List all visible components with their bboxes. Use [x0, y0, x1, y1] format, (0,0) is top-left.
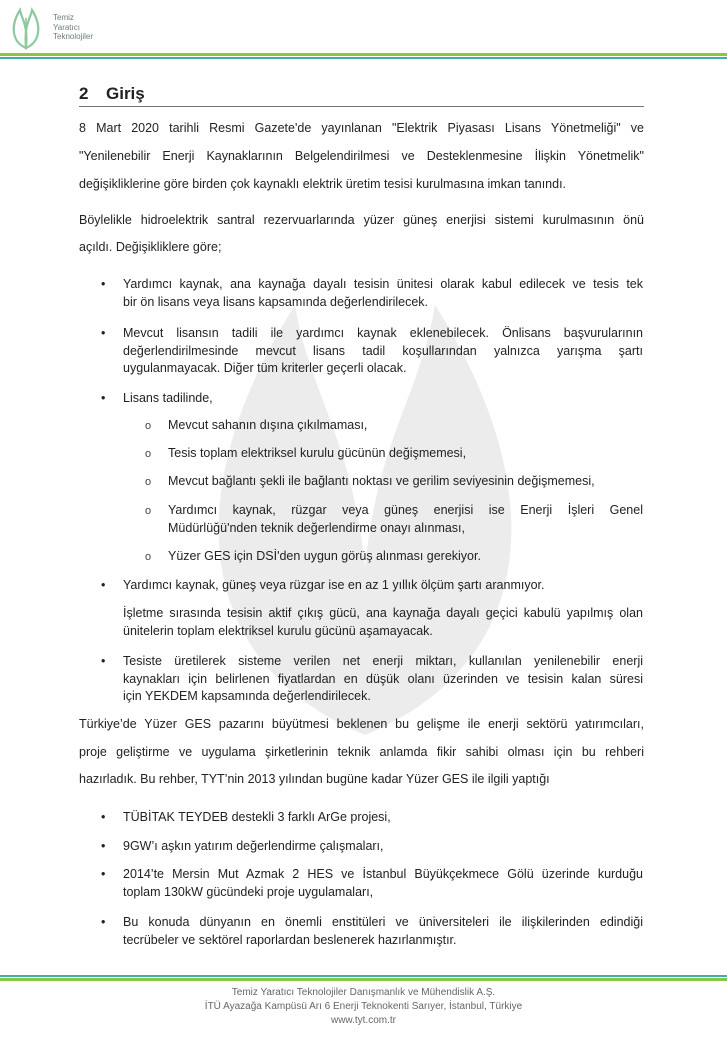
- s4-line-1: Yardımcı kaynak, rüzgar veya güneş enerjisi ise Enerji İşleri Genel: [168, 503, 643, 517]
- c4-line-1: Bu konuda dünyanın en önemli enstitüleri ve üniversiteleri ile ilişkilerinden edindiği: [123, 915, 643, 929]
- footer-website: www.tyt.com.tr: [330, 1015, 396, 1026]
- bullet-icon: •: [101, 810, 106, 824]
- b1-line-1: Yardımcı kaynak, ana kaynağa dayalı tesisin ünitesi olarak kabul edilecek ve tesis tek: [123, 277, 643, 291]
- s2-line: Tesis toplam elektriksel kurulu gücünün değişmemesi,: [168, 446, 467, 460]
- footer-address: İTÜ Ayazağa Kampüsü Arı 6 Enerji Teknokenti Sarıyer, İstanbul, Türkiye: [204, 1001, 523, 1012]
- header-rule-green: [0, 53, 727, 56]
- c2-line: 9GW’ı aşkın yatırım değerlendirme çalışmaları,: [123, 839, 384, 853]
- b4-line: Yardımcı kaynak, güneş veya rüzgar ise en az 1 yıllık ölçüm şartı aranmıyor.: [123, 578, 545, 592]
- b1-line-2: bir ön lisans veya lisans kapsamında değerlendirilecek.: [123, 295, 429, 309]
- s3-line: Mevcut bağlantı şekli ile bağlantı noktası ve gerilim seviyesinin değişmemesi,: [168, 474, 595, 488]
- b2-line-3: uygulanmayacak. Diğer tüm kriterler geçerli olacak.: [123, 361, 407, 375]
- s5-line: Yüzer GES için DSİ'den uygun görüş alınması gerekiyor.: [168, 549, 481, 563]
- b5-line-1: Tesiste üretilerek sisteme verilen net enerji miktarı, kullanılan yenilenebilir enerji: [123, 654, 643, 668]
- para3-line-3: hazırladık. Bu rehber, TYT’nin 2013 yılından bugüne kadar Yüzer GES ile ilgili yaptığı: [79, 772, 550, 786]
- bullet-icon: •: [101, 654, 106, 668]
- para3-line-1: Türkiye’de Yüzer GES pazarını büyütmesi beklenen bu gelişme ile enerji sektörü yatırımcıları,: [79, 717, 644, 731]
- bullet-icon: •: [101, 277, 106, 291]
- c3-line-2: toplam 130kW gücündeki proje uygulamaları,: [123, 885, 374, 899]
- intro-line-3: değişikliklerine göre birden çok kaynaklı elektrik üretim tesisi kurulmasına imkan tanındı.: [79, 177, 567, 191]
- bullet-icon: •: [101, 867, 106, 881]
- b5-line-2: kaynakları için belirlenen fiyatlardan en düşük olanı üzerinden ve tesisin kalan süresi: [123, 672, 643, 686]
- intro-line-1: 8 Mart 2020 tarihli Resmi Gazete'de yayınlanan "Elektrik Piyasası Lisans Yönetmeliği" ve: [79, 121, 644, 135]
- b3-line: Lisans tadilinde,: [123, 391, 213, 405]
- bullet-icon: •: [101, 326, 106, 340]
- sub-bullet-icon: o: [145, 448, 152, 460]
- sub-bullet-icon: o: [145, 420, 152, 432]
- bullet-icon: •: [101, 915, 106, 929]
- sub-bullet-icon: o: [145, 476, 152, 488]
- header-rule-teal: [0, 57, 727, 59]
- b4-extra-line-2: ünitelerin toplam elektriksel kurulu gücünü aşamayacak.: [123, 624, 433, 638]
- intro-line-2: "Yenilenebilir Enerji Kaynaklarının Belgelendirilmesi ve Desteklenmesine İlişkin Yönetmelik": [79, 149, 644, 163]
- c4-line-2: tecrübeler ve sektörel raporlardan beslenerek hazırlanmıştır.: [123, 933, 457, 947]
- bullet-icon: •: [101, 391, 106, 405]
- b2-line-2: değerlendirilmesinde mevcut lisans tadil koşullarından yalnızca yarışma şartı: [123, 344, 643, 358]
- bullet-icon: •: [101, 578, 106, 592]
- page-footer: [0, 986, 727, 1028]
- page-header: [0, 0, 727, 60]
- b5-line-3: için YEKDEM kapsamında değerlendirilecek.: [123, 689, 371, 703]
- sub-bullet-icon: o: [145, 505, 152, 517]
- section-heading: 2 Giriş: [79, 84, 644, 107]
- b4-extra-line-1: İşletme sırasında tesisin aktif çıkış gücü, ana kaynağa dayalı geçici kabulü yapılmış olan: [123, 606, 643, 620]
- para2-line-2: açıldı. Değişikliklere göre;: [79, 240, 222, 254]
- company-name: Temiz Yaratıcı Teknolojiler: [53, 13, 94, 41]
- leaf-logo-icon: [8, 4, 44, 50]
- s4-line-2: Müdürlüğü'nden teknik değerlendirme onayı alınması,: [168, 521, 466, 535]
- bullet-icon: •: [101, 839, 106, 853]
- footer-rule-teal: [0, 975, 727, 977]
- s1-line: Mevcut sahanın dışına çıkılmaması,: [168, 418, 368, 432]
- c3-line-1: 2014’te Mersin Mut Azmak 2 HES ve İstanbul Büyükçekmece Gölü üzerinde kurduğu: [123, 867, 643, 881]
- para2-line-1: Böylelikle hidroelektrik santral rezervuarlarında yüzer güneş enerjisi sistemi kurulmasının önü: [79, 213, 644, 227]
- footer-rule-green: [0, 978, 727, 981]
- b2-line-1: Mevcut lisansın tadili ile yardımcı kaynak eklenebilecek. Önlisans başvurularının: [123, 326, 643, 340]
- para3-line-2: proje geliştirme ve uygulama şirketlerinin teknik anlamda fikir sahibi olması için bu rehberi: [79, 745, 644, 759]
- footer-company: Temiz Yaratıcı Teknolojiler Danışmanlık ve Mühendislik A.Ş.: [231, 987, 496, 998]
- sub-bullet-icon: o: [145, 551, 152, 563]
- c1-line: TÜBİTAK TEYDEB destekli 3 farklı ArGe projesi,: [123, 810, 391, 824]
